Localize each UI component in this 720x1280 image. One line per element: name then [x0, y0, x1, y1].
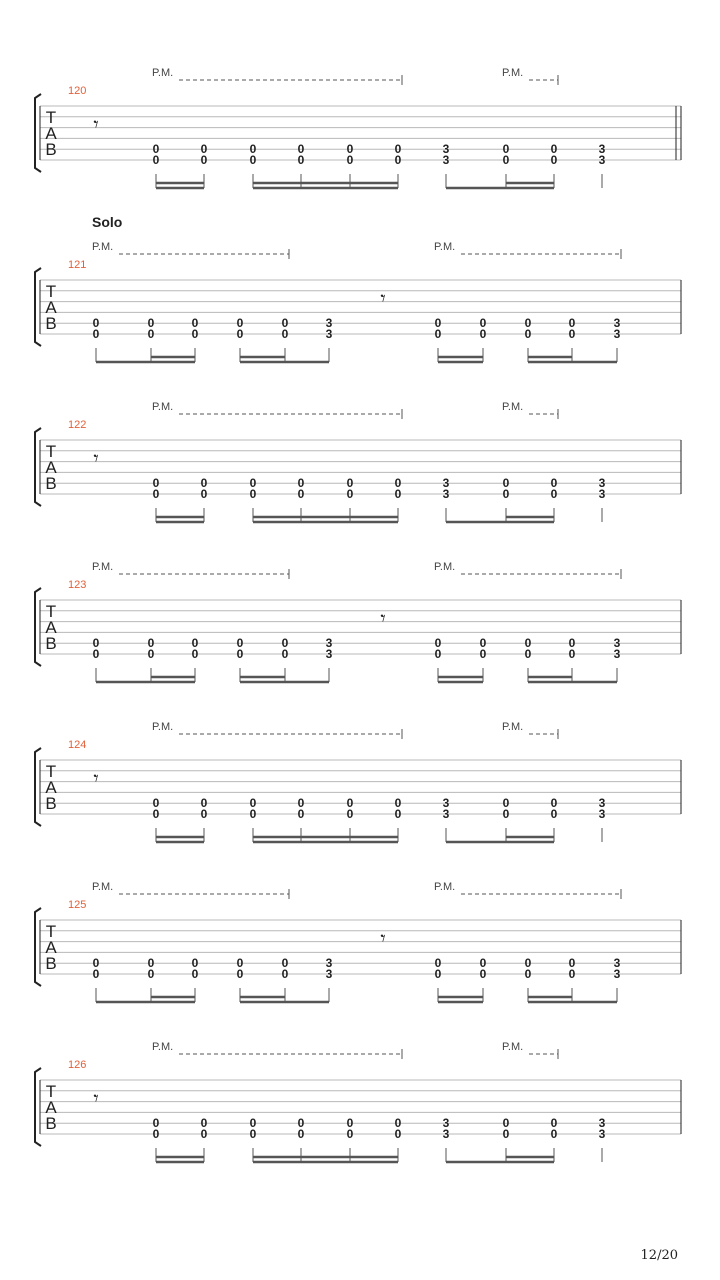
tab-clef-letter: A — [45, 778, 57, 797]
fret-number: 0 — [479, 636, 487, 651]
fret-number: 3 — [325, 316, 333, 331]
fret-number: 0 — [281, 327, 289, 341]
fret-number: 0 — [236, 956, 244, 971]
fret-number: 0 — [434, 636, 442, 651]
fret-number: 0 — [152, 1127, 160, 1141]
fret-number: 0 — [92, 316, 100, 331]
tab-clef-letter: B — [45, 954, 57, 973]
tab-clef-letter: B — [45, 1114, 57, 1133]
fret-number: 0 — [297, 1116, 305, 1131]
fret-number: 3 — [442, 1127, 450, 1141]
palm-mute-label: P.M. — [152, 1041, 174, 1053]
eighth-rest: 𝄾 — [93, 1086, 99, 1110]
fret-number: 0 — [568, 647, 576, 661]
fret-number: 0 — [550, 807, 558, 821]
fret-number: 3 — [442, 476, 450, 491]
fret-number: 0 — [152, 807, 160, 821]
fret-number: 0 — [479, 316, 487, 331]
fret-number: 0 — [200, 476, 208, 491]
fret-number: 0 — [92, 327, 100, 341]
palm-mute-label: P.M. — [502, 1041, 524, 1053]
eighth-rest: 𝄾 — [380, 926, 386, 950]
fret-number: 0 — [568, 316, 576, 331]
fret-number: 3 — [613, 327, 621, 341]
tab-clef-letter: T — [45, 282, 57, 301]
fret-number: 0 — [152, 796, 160, 811]
fret-number: 0 — [249, 1116, 257, 1131]
fret-number: 0 — [394, 476, 402, 491]
tab-clef-letter: B — [45, 474, 57, 493]
fret-number: 0 — [434, 316, 442, 331]
fret-number: 0 — [152, 153, 160, 167]
fret-number: 0 — [200, 153, 208, 167]
fret-number: 0 — [297, 142, 305, 157]
fret-number: 0 — [502, 476, 510, 491]
fret-number: 0 — [346, 1127, 354, 1141]
palm-mute-label: P.M. — [152, 401, 174, 413]
fret-number: 0 — [92, 647, 100, 661]
fret-number: 0 — [479, 647, 487, 661]
tab-clef-letter: T — [45, 922, 57, 941]
fret-number: 3 — [442, 807, 450, 821]
fret-number: 0 — [147, 967, 155, 981]
fret-number: 0 — [434, 956, 442, 971]
fret-number: 3 — [325, 327, 333, 341]
tab-clef-letter: B — [45, 140, 57, 159]
fret-number: 0 — [550, 142, 558, 157]
fret-number: 0 — [479, 327, 487, 341]
fret-number: 0 — [147, 647, 155, 661]
fret-number: 0 — [281, 647, 289, 661]
fret-number: 0 — [346, 807, 354, 821]
fret-number: 0 — [152, 142, 160, 157]
fret-number: 0 — [524, 647, 532, 661]
fret-number: 0 — [568, 327, 576, 341]
tab-clef-letter: T — [45, 1082, 57, 1101]
bar-number: 126 — [68, 1059, 87, 1071]
tab-clef-letter: A — [45, 124, 57, 143]
fret-number: 0 — [191, 647, 199, 661]
fret-number: 0 — [394, 1116, 402, 1131]
palm-mute-label: P.M. — [434, 561, 456, 573]
fret-number: 0 — [524, 316, 532, 331]
fret-number: 3 — [613, 636, 621, 651]
fret-number: 3 — [598, 142, 606, 157]
fret-number: 0 — [147, 956, 155, 971]
tab-system — [35, 721, 681, 842]
eighth-rest: 𝄾 — [380, 286, 386, 310]
fret-number: 0 — [346, 476, 354, 491]
fret-number: 0 — [550, 476, 558, 491]
fret-number: 0 — [191, 956, 199, 971]
fret-number: 3 — [598, 476, 606, 491]
fret-number: 0 — [346, 487, 354, 501]
fret-number: 0 — [550, 487, 558, 501]
palm-mute-label: P.M. — [152, 721, 174, 733]
fret-number: 0 — [191, 327, 199, 341]
tab-clef-letter: A — [45, 298, 57, 317]
fret-number: 0 — [502, 1116, 510, 1131]
eighth-rest: 𝄾 — [93, 766, 99, 790]
fret-number: 0 — [297, 476, 305, 491]
fret-number: 3 — [325, 647, 333, 661]
fret-number: 0 — [297, 487, 305, 501]
fret-number: 3 — [325, 956, 333, 971]
fret-number: 0 — [249, 807, 257, 821]
fret-number: 0 — [200, 1116, 208, 1131]
fret-number: 0 — [479, 956, 487, 971]
palm-mute-label: P.M. — [434, 881, 456, 893]
fret-number: 0 — [200, 487, 208, 501]
fret-number: 3 — [613, 956, 621, 971]
fret-number: 0 — [236, 316, 244, 331]
fret-number: 0 — [502, 142, 510, 157]
eighth-rest: 𝄾 — [93, 446, 99, 470]
bar-number: 121 — [68, 259, 87, 271]
fret-number: 0 — [236, 327, 244, 341]
fret-number: 3 — [442, 487, 450, 501]
bar-number: 123 — [68, 579, 87, 591]
fret-number: 0 — [236, 636, 244, 651]
tab-clef-letter: T — [45, 602, 57, 621]
tab-system — [35, 401, 681, 522]
fret-number: 3 — [442, 1116, 450, 1131]
fret-number: 0 — [297, 796, 305, 811]
fret-number: 3 — [442, 142, 450, 157]
fret-number: 0 — [346, 1116, 354, 1131]
fret-number: 0 — [524, 636, 532, 651]
fret-number: 0 — [281, 316, 289, 331]
palm-mute-label: P.M. — [502, 401, 524, 413]
tab-system — [35, 561, 681, 682]
tab-clef-letter: T — [45, 762, 57, 781]
fret-number: 3 — [598, 487, 606, 501]
fret-number: 0 — [281, 967, 289, 981]
fret-number: 0 — [147, 316, 155, 331]
fret-number: 0 — [281, 636, 289, 651]
fret-number: 0 — [249, 1127, 257, 1141]
fret-number: 0 — [191, 636, 199, 651]
fret-number: 3 — [598, 796, 606, 811]
fret-number: 0 — [281, 956, 289, 971]
fret-number: 0 — [550, 153, 558, 167]
fret-number: 3 — [598, 1127, 606, 1141]
fret-number: 0 — [191, 316, 199, 331]
fret-number: 0 — [434, 967, 442, 981]
fret-number: 0 — [346, 796, 354, 811]
tab-system — [35, 67, 681, 188]
tab-clef-letter: A — [45, 938, 57, 957]
fret-number: 0 — [297, 1127, 305, 1141]
fret-number: 0 — [394, 487, 402, 501]
fret-number: 3 — [442, 153, 450, 167]
fret-number: 0 — [502, 153, 510, 167]
fret-number: 0 — [524, 327, 532, 341]
fret-number: 0 — [152, 487, 160, 501]
fret-number: 0 — [434, 647, 442, 661]
tab-clef-letter: A — [45, 1098, 57, 1117]
tab-clef-letter: A — [45, 458, 57, 477]
eighth-rest: 𝄾 — [93, 112, 99, 136]
fret-number: 0 — [550, 1116, 558, 1131]
fret-number: 0 — [249, 796, 257, 811]
fret-number: 3 — [325, 636, 333, 651]
tab-system — [35, 881, 681, 1002]
fret-number: 0 — [568, 967, 576, 981]
tab-system — [35, 1041, 681, 1162]
fret-number: 3 — [613, 967, 621, 981]
page-number: 12/20 — [640, 1248, 678, 1263]
fret-number: 3 — [598, 1116, 606, 1131]
fret-number: 0 — [297, 153, 305, 167]
fret-number: 0 — [200, 796, 208, 811]
fret-number: 0 — [394, 142, 402, 157]
tab-clef-letter: T — [45, 108, 57, 127]
eighth-rest: 𝄾 — [380, 606, 386, 630]
fret-number: 0 — [152, 1116, 160, 1131]
fret-number: 3 — [598, 807, 606, 821]
fret-number: 0 — [191, 967, 199, 981]
fret-number: 0 — [568, 956, 576, 971]
fret-number: 0 — [394, 153, 402, 167]
fret-number: 0 — [297, 807, 305, 821]
fret-number: 0 — [550, 796, 558, 811]
fret-number: 0 — [502, 1127, 510, 1141]
fret-number: 0 — [394, 796, 402, 811]
fret-number: 0 — [92, 956, 100, 971]
fret-number: 0 — [524, 956, 532, 971]
fret-number: 0 — [568, 636, 576, 651]
fret-number: 0 — [147, 327, 155, 341]
palm-mute-label: P.M. — [152, 67, 174, 79]
fret-number: 3 — [442, 796, 450, 811]
fret-number: 3 — [325, 967, 333, 981]
palm-mute-label: P.M. — [434, 241, 456, 253]
bar-number: 125 — [68, 899, 87, 911]
fret-number: 0 — [249, 142, 257, 157]
fret-number: 0 — [236, 967, 244, 981]
palm-mute-label: P.M. — [92, 241, 114, 253]
fret-number: 0 — [479, 967, 487, 981]
fret-number: 0 — [524, 967, 532, 981]
fret-number: 3 — [613, 647, 621, 661]
bar-number: 122 — [68, 419, 87, 431]
palm-mute-label: P.M. — [92, 881, 114, 893]
palm-mute-label: P.M. — [502, 721, 524, 733]
tab-clef-letter: T — [45, 442, 57, 461]
tab-clef-letter: A — [45, 618, 57, 637]
fret-number: 0 — [147, 636, 155, 651]
section-label: Solo — [92, 214, 123, 230]
fret-number: 0 — [236, 647, 244, 661]
fret-number: 0 — [249, 476, 257, 491]
tab-clef-letter: B — [45, 314, 57, 333]
fret-number: 0 — [346, 153, 354, 167]
fret-number: 0 — [394, 1127, 402, 1141]
tab-clef-letter: B — [45, 794, 57, 813]
fret-number: 0 — [502, 807, 510, 821]
fret-number: 0 — [550, 1127, 558, 1141]
fret-number: 0 — [394, 807, 402, 821]
fret-number: 0 — [249, 487, 257, 501]
fret-number: 0 — [200, 807, 208, 821]
fret-number: 0 — [92, 636, 100, 651]
tab-system — [35, 214, 681, 362]
bar-number: 124 — [68, 739, 87, 751]
bar-number: 120 — [68, 85, 87, 97]
fret-number: 0 — [200, 1127, 208, 1141]
fret-number: 0 — [346, 142, 354, 157]
fret-number: 0 — [249, 153, 257, 167]
tab-clef-letter: B — [45, 634, 57, 653]
palm-mute-label: P.M. — [92, 561, 114, 573]
fret-number: 0 — [434, 327, 442, 341]
palm-mute-label: P.M. — [502, 67, 524, 79]
fret-number: 0 — [200, 142, 208, 157]
fret-number: 0 — [152, 476, 160, 491]
fret-number: 0 — [502, 487, 510, 501]
fret-number: 3 — [598, 153, 606, 167]
fret-number: 0 — [502, 796, 510, 811]
fret-number: 3 — [613, 316, 621, 331]
fret-number: 0 — [92, 967, 100, 981]
